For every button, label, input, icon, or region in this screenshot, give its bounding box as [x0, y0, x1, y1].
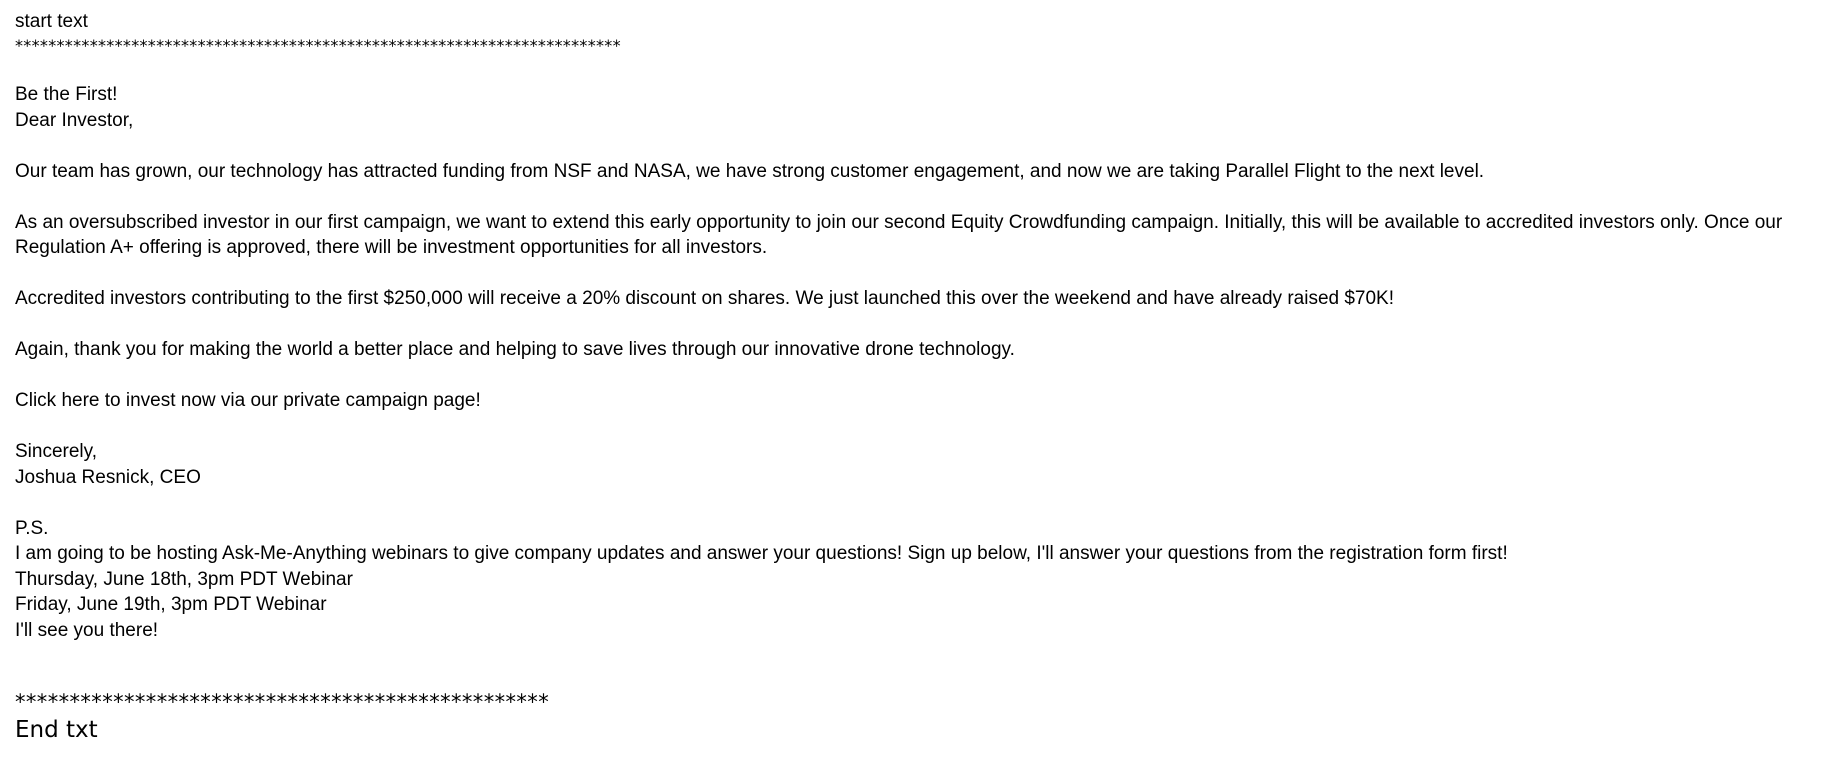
- invest-now-link[interactable]: Click here to invest now via our private campaign page!: [15, 390, 481, 411]
- spacer: [15, 57, 1815, 83]
- paragraph-campaign-line-1: As an oversubscribed investor in our first campaign, we want to extend this early opportunity to join our second Equity Crowdfunding campaign. Initially, this will be available to accredited investors only. Once our: [15, 211, 1783, 233]
- end-marker: End txt: [15, 717, 98, 743]
- paragraph-funding: Our team has grown, our technology has attracted funding from NSF and NASA, we have strong customer engagement, and now we are taking Parallel Flight to the next level.: [15, 160, 1485, 182]
- closing: Sincerely,: [15, 441, 98, 462]
- webinar-friday: Friday, June 19th, 3pm PDT Webinar: [15, 594, 327, 615]
- spacer: [15, 312, 1815, 338]
- spacer: [15, 363, 1815, 389]
- paragraph-discount: Accredited investors contributing to the first $250,000 will receive a 20% discount on shares. We just launched this over the weekend and have already raised $70K!: [15, 288, 1395, 309]
- ps-closing: I'll see you there!: [15, 619, 159, 641]
- spacer: [15, 414, 1815, 440]
- spacer: [15, 261, 1815, 287]
- salutation: Dear Investor,: [15, 109, 134, 131]
- document-footer: [15, 689, 1815, 745]
- start-marker: start text: [15, 11, 88, 32]
- bottom-separator: *************************************************: [15, 690, 550, 714]
- paragraph-thanks: Again, thank you for making the world a better place and helping to save lives through our innovative drone technology.: [15, 339, 1015, 360]
- webinar-thursday: Thursday, June 18th, 3pm PDT Webinar: [15, 568, 353, 590]
- headline: Be the First!: [15, 84, 118, 105]
- paragraph-campaign-line-2: Regulation A+ offering is approved, there will be investment opportunities for all investors.: [15, 237, 768, 258]
- ps-text: I am going to be hosting Ask-Me-Anything webinars to give company updates and answer your questions! Sign up below, I'll answer your questions from the registration form first!: [15, 543, 1508, 564]
- spacer: [15, 184, 1815, 210]
- email-document: [15, 9, 1815, 643]
- spacer: [15, 490, 1815, 516]
- signature: Joshua Resnick, CEO: [15, 466, 201, 488]
- ps-label: P.S.: [15, 517, 49, 539]
- top-separator: *************************************************************************: [15, 35, 621, 55]
- spacer: [15, 133, 1815, 159]
